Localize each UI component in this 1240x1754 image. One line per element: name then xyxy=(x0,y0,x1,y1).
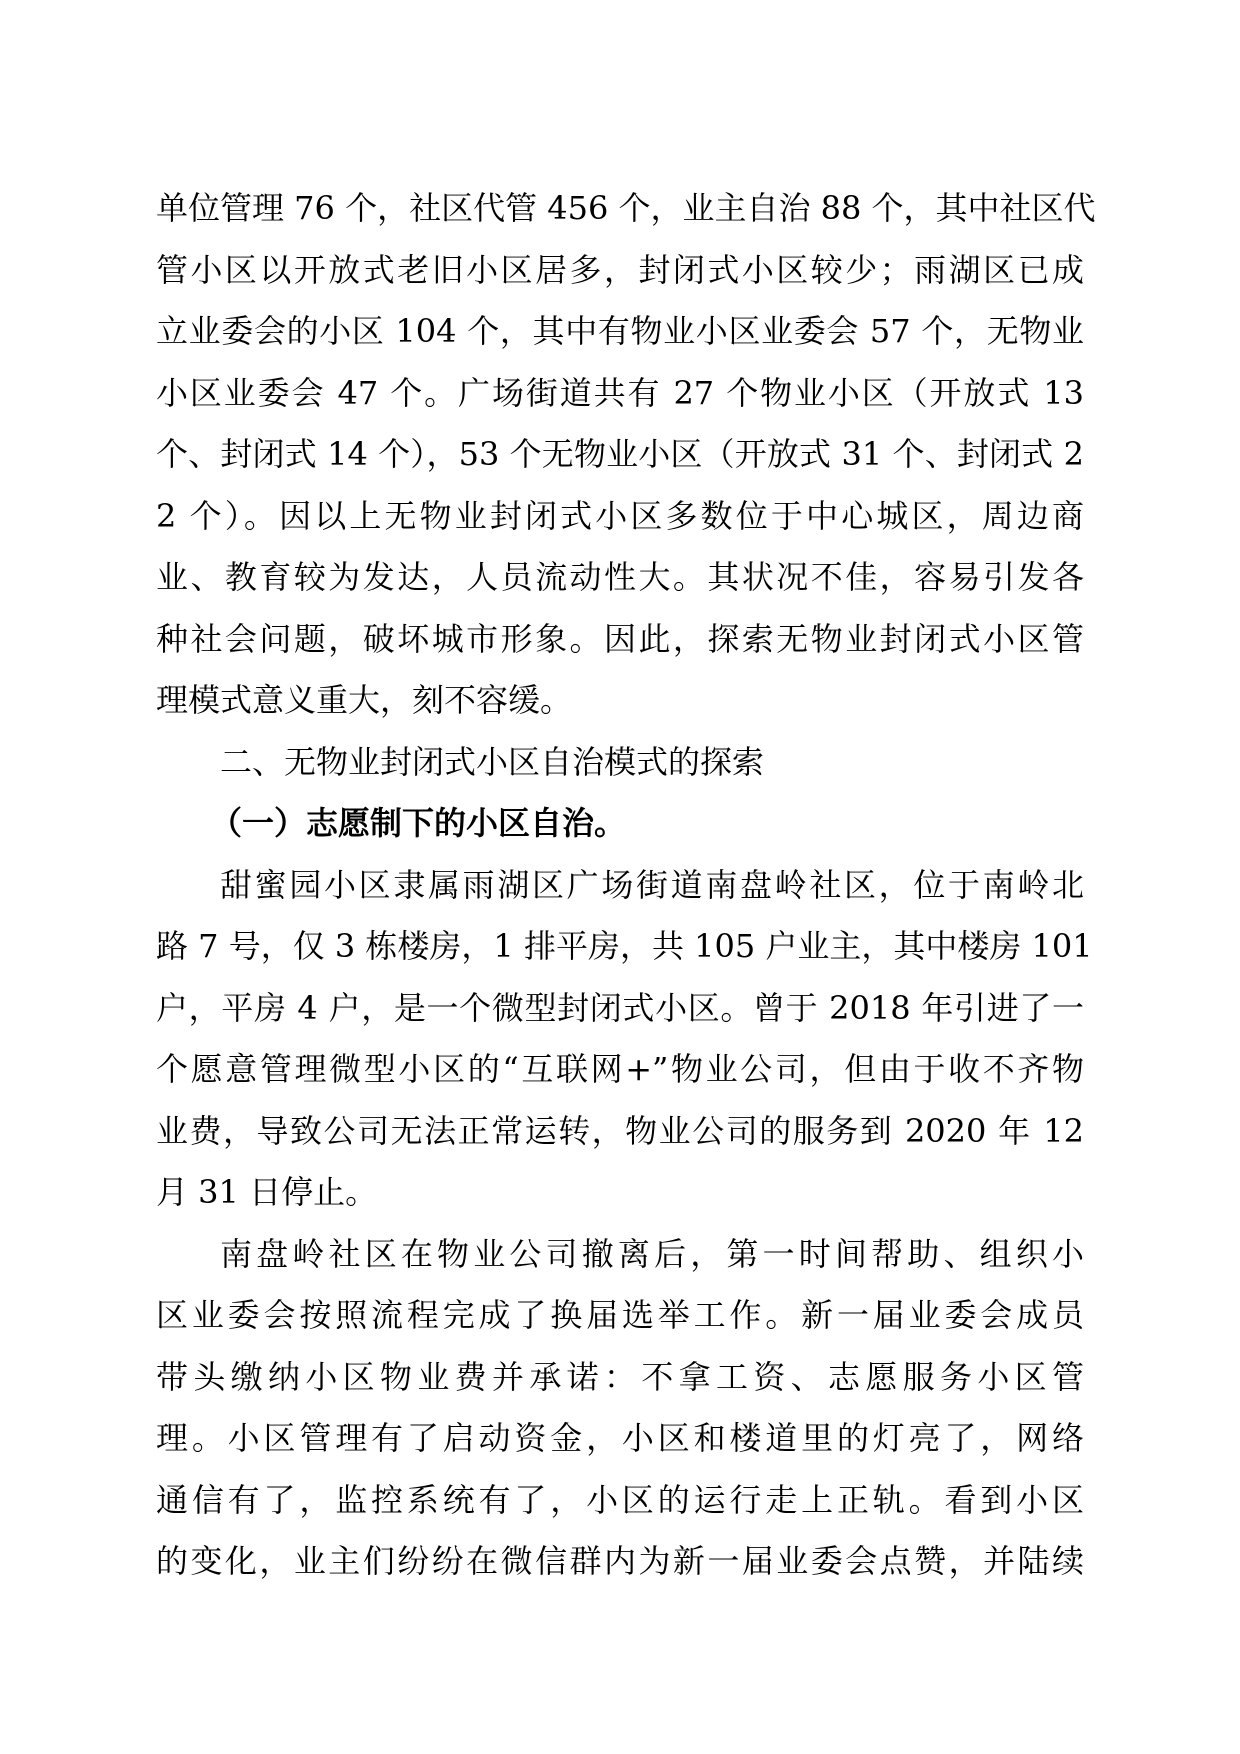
subsection-heading: （一）志愿制下的小区自治。 xyxy=(210,804,627,842)
paragraph-line: 小区业委会 47 个。广场街道共有 27 个物业小区（开放式 13 xyxy=(156,373,1084,412)
paragraph-line: 业、教育较为发达，人员流动性大。其状况不佳，容易引发各 xyxy=(156,558,1084,596)
paragraph-line: 区业委会按照流程完成了换届选举工作。新一届业委会成员 xyxy=(156,1296,1084,1334)
paragraph-line: 个、封闭式 14 个），53 个无物业小区（开放式 31 个、封闭式 2 xyxy=(156,435,1084,473)
document-body xyxy=(156,178,1096,1593)
paragraph-line: 2 个）。因以上无物业封闭式小区多数位于中心城区，周边商 xyxy=(156,496,1084,535)
paragraph-line: 甜蜜园小区隶属雨湖区广场街道南盘岭社区，位于南岭北 xyxy=(220,865,1084,904)
paragraph-line: 单位管理 76 个，社区代管 456 个，业主自治 88 个，其中社区代 xyxy=(156,189,1096,227)
paragraph-line: 理。小区管理有了启动资金，小区和楼道里的灯亮了，网络 xyxy=(156,1419,1084,1457)
paragraph-line: 理模式意义重大，刻不容缓。 xyxy=(156,681,573,719)
paragraph-line: 带头缴纳小区物业费并承诺：不拿工资、志愿服务小区管 xyxy=(156,1357,1084,1396)
paragraph-line: 个愿意管理微型小区的“互联网+”物业公司，但由于收不齐物 xyxy=(156,1050,1084,1088)
paragraph-line: 管小区以开放式老旧小区居多，封闭式小区较少；雨湖区已成 xyxy=(156,250,1084,289)
paragraph-line: 南盘岭社区在物业公司撤离后，第一时间帮助、组织小 xyxy=(220,1234,1084,1273)
section-heading: 二、无物业封闭式小区自治模式的探索 xyxy=(220,742,765,781)
paragraph-line: 户，平房 4 户，是一个微型封闭式小区。曾于 2018 年引进了一 xyxy=(156,988,1084,1027)
paragraph-line: 通信有了，监控系统有了，小区的运行走上正轨。看到小区 xyxy=(156,1480,1084,1519)
paragraph-line: 种社会问题，破坏城市形象。因此，探索无物业封闭式小区管 xyxy=(156,619,1084,658)
paragraph-line: 业费，导致公司无法正常运转，物业公司的服务到 2020 年 12 xyxy=(156,1111,1084,1150)
paragraph-line: 立业委会的小区 104 个，其中有物业小区业委会 57 个，无物业 xyxy=(156,312,1084,350)
paragraph-line: 月 31 日停止。 xyxy=(156,1173,378,1211)
paragraph-line: 的变化，业主们纷纷在微信群内为新一届业委会点赞，并陆续 xyxy=(156,1542,1084,1580)
paragraph-line: 路 7 号，仅 3 栋楼房，1 排平房，共 105 户业主，其中楼房 101 xyxy=(156,927,1093,965)
